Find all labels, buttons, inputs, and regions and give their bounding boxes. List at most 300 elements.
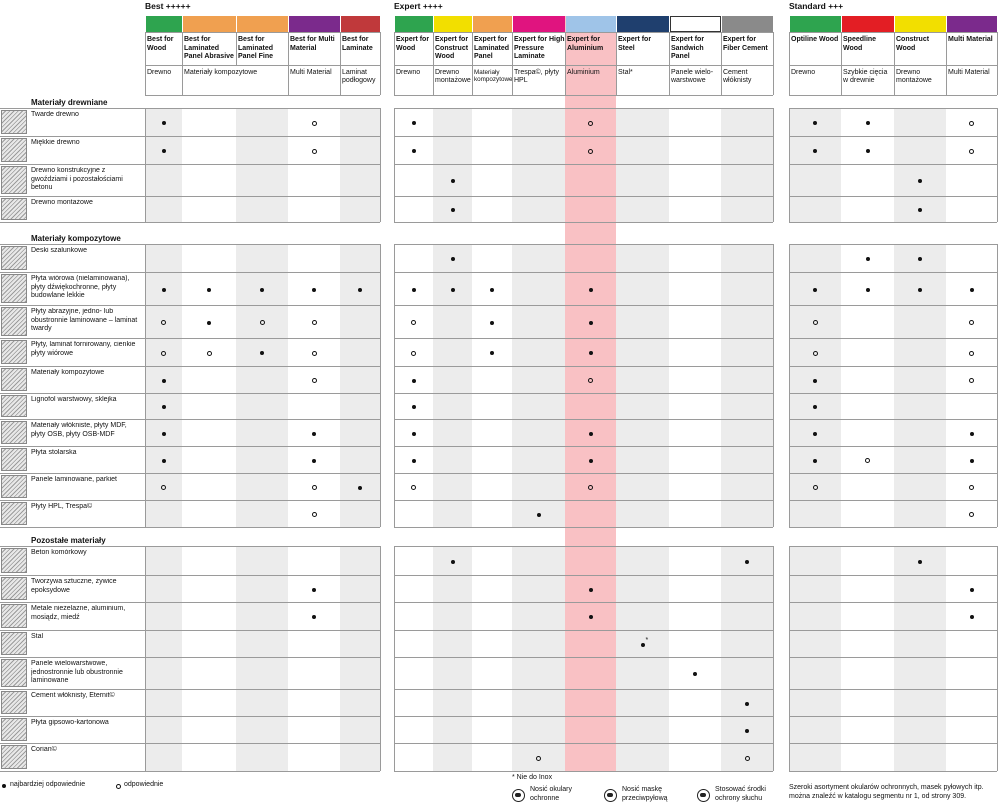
block-edge-line	[394, 108, 395, 222]
most-suitable-mark	[447, 253, 459, 265]
row-line	[0, 527, 380, 528]
most-suitable-mark	[966, 455, 978, 467]
material-sample-icon	[1, 577, 27, 600]
row-line	[789, 575, 997, 576]
most-suitable-mark	[966, 611, 978, 623]
suitable-mark	[966, 317, 978, 329]
section-title: Materiały kompozytowe	[31, 234, 121, 243]
header-grid-line	[433, 32, 434, 65]
column-header: Best for Laminated Panel Abrasive	[184, 36, 234, 61]
legend-full-dot	[2, 784, 6, 788]
header-grid-line	[145, 95, 380, 96]
header-grid-line	[841, 32, 842, 65]
goggles-icon	[512, 789, 525, 802]
column-header: Expert for Aluminium	[567, 36, 604, 52]
material-sample-icon	[1, 548, 27, 573]
header-grid-line	[565, 65, 566, 95]
column-color-bar	[790, 16, 841, 32]
row-label: Płyta wiórowa (nielaminowana), płyty dźwiękochronne, płyty budowlane lekkie	[31, 275, 130, 300]
row-label: Materiały włókniste, płyty MDF, płyty OSB, płyty OSB-MDF	[31, 422, 127, 438]
dust-mask-icon	[604, 789, 617, 802]
shaded-column-cell	[616, 244, 669, 527]
row-line	[789, 771, 997, 772]
column-header: Construct Wood	[896, 36, 930, 52]
header-grid-line	[145, 65, 146, 95]
row-line	[394, 393, 773, 394]
header-grid-line	[182, 32, 183, 65]
group-title-expert: Expert ++++	[394, 1, 443, 11]
row-line	[789, 305, 997, 306]
header-grid-line	[841, 65, 842, 95]
material-sample-icon	[1, 340, 27, 364]
material-sample-icon	[1, 110, 27, 134]
row-line	[789, 196, 997, 197]
suitable-mark	[308, 117, 320, 129]
legend-full-label: najbardziej odpowiednie	[10, 781, 86, 788]
row-line	[789, 446, 997, 447]
row-line	[394, 657, 773, 658]
row-line	[394, 136, 773, 137]
suitable-mark	[585, 145, 597, 157]
material-sample-icon	[1, 274, 27, 303]
most-suitable-mark	[354, 284, 366, 296]
footnote: * Nie do Inox	[512, 774, 553, 781]
most-suitable-mark	[408, 117, 420, 129]
row-label: Metale nieżelazne, aluminium, mosiądz, miedź	[31, 605, 126, 621]
material-sample-icon	[1, 632, 27, 655]
column-color-bar	[947, 16, 997, 32]
most-suitable-mark	[741, 725, 753, 737]
column-header: Expert for Laminated Panel	[474, 36, 510, 61]
row-line	[0, 743, 380, 744]
most-suitable-mark	[256, 284, 268, 296]
header-grid-line	[789, 32, 790, 65]
header-grid-line	[773, 32, 774, 95]
suitable-mark	[809, 347, 821, 359]
material-sample-icon	[1, 198, 27, 220]
column-color-bar	[146, 16, 182, 32]
column-header: Expert for High Pressure Laminate	[514, 36, 565, 61]
most-suitable-mark	[809, 145, 821, 157]
column-material: Aluminium	[567, 69, 600, 76]
row-label: Miękkie drewno	[31, 139, 80, 146]
row-label: Corian©	[31, 746, 57, 753]
most-suitable-mark	[203, 317, 215, 329]
row-label: Płyta stolarska	[31, 449, 77, 456]
column-color-bar	[670, 16, 721, 32]
row-line	[789, 473, 997, 474]
block-edge-line	[145, 546, 146, 771]
most-suitable-mark	[809, 455, 821, 467]
row-label: Materiały kompozytowe	[31, 369, 105, 376]
row-line	[394, 527, 773, 528]
section-title: Pozostałe materiały	[31, 536, 106, 545]
most-suitable-mark	[914, 175, 926, 187]
header-grid-line	[288, 65, 289, 95]
most-suitable-mark	[585, 455, 597, 467]
column-header: Expert for Construct Wood	[435, 36, 469, 61]
row-line	[394, 716, 773, 717]
header-grid-line	[721, 32, 722, 65]
suitable-mark	[308, 375, 320, 387]
row-line	[0, 366, 380, 367]
most-suitable-mark	[809, 401, 821, 413]
block-edge-line	[380, 546, 381, 771]
row-label: Panele laminowane, parkiet	[31, 476, 117, 483]
most-suitable-mark	[408, 284, 420, 296]
most-suitable-mark	[308, 611, 320, 623]
column-material: Drewno	[396, 69, 421, 76]
column-color-bar	[237, 16, 288, 32]
row-line	[0, 136, 380, 137]
header-grid-line	[145, 32, 146, 65]
most-suitable-mark	[585, 317, 597, 329]
most-suitable-mark	[256, 347, 268, 359]
header-grid-line	[472, 65, 473, 95]
most-suitable-mark	[158, 375, 170, 387]
shaded-column-cell	[433, 546, 472, 771]
row-line	[394, 164, 773, 165]
shaded-column-cell	[340, 546, 380, 771]
row-line	[789, 527, 997, 528]
row-line	[394, 602, 773, 603]
row-line	[789, 272, 997, 273]
most-suitable-mark	[914, 204, 926, 216]
header-grid-line	[288, 32, 289, 65]
row-label: Twarde drewno	[31, 111, 79, 118]
column-header: Best for Multi Material	[290, 36, 335, 52]
suitable-mark	[308, 317, 320, 329]
material-sample-icon	[1, 475, 27, 498]
shaded-column-cell	[340, 108, 380, 222]
row-label: Cement włóknisty, Eternit©	[31, 692, 115, 699]
header-grid-line	[236, 32, 237, 65]
column-color-bar	[513, 16, 565, 32]
column-header: Speedline Wood	[843, 36, 877, 52]
row-line	[394, 338, 773, 339]
column-color-bar	[566, 16, 616, 32]
row-line	[789, 546, 997, 547]
suitable-mark	[408, 347, 420, 359]
column-color-bar	[341, 16, 380, 32]
most-suitable-mark	[486, 284, 498, 296]
most-suitable-mark	[308, 428, 320, 440]
header-grid-line	[894, 32, 895, 65]
block-edge-line	[997, 108, 998, 222]
column-header: Expert for Steel	[618, 36, 652, 52]
row-line	[0, 473, 380, 474]
header-grid-line	[182, 65, 183, 95]
shaded-column-cell	[721, 108, 773, 222]
header-grid-line	[394, 32, 773, 33]
row-label: Drewno konstrukcyjne z gwoździami i pozostałościami betonu	[31, 167, 123, 192]
most-suitable-mark	[689, 668, 701, 680]
material-sample-icon	[1, 166, 27, 194]
column-header: Best for Wood	[147, 36, 174, 52]
section-title: Materiały drewniane	[31, 98, 108, 107]
row-line	[394, 305, 773, 306]
row-line	[789, 602, 997, 603]
header-grid-line	[669, 32, 670, 65]
row-line	[0, 108, 380, 109]
row-line	[394, 500, 773, 501]
row-line	[394, 743, 773, 744]
most-suitable-mark	[809, 117, 821, 129]
material-sample-icon	[1, 718, 27, 741]
column-header: Optiline Wood	[791, 36, 839, 43]
header-grid-line	[512, 32, 513, 65]
most-suitable-mark	[862, 253, 874, 265]
row-line	[789, 630, 997, 631]
header-grid-line	[512, 65, 513, 95]
suitable-mark	[308, 482, 320, 494]
suitable-mark	[533, 752, 545, 764]
header-grid-line	[340, 65, 341, 95]
most-suitable-mark	[809, 428, 821, 440]
row-line	[394, 222, 773, 223]
column-header: Expert for Fiber Cement	[723, 36, 768, 52]
column-color-bar	[289, 16, 340, 32]
header-grid-line	[565, 32, 566, 65]
row-line	[394, 446, 773, 447]
column-material: Trespa©, płyty HPL	[514, 69, 559, 85]
row-label: Beton komórkowy	[31, 549, 87, 556]
most-suitable-mark	[354, 482, 366, 494]
most-suitable-mark	[308, 584, 320, 596]
suitable-mark	[585, 482, 597, 494]
row-line	[789, 743, 997, 744]
most-suitable-mark	[408, 455, 420, 467]
row-line	[0, 602, 380, 603]
block-edge-line	[773, 244, 774, 527]
most-suitable-mark	[862, 284, 874, 296]
most-suitable-mark	[966, 428, 978, 440]
suitable-mark	[809, 317, 821, 329]
group-title-standard: Standard +++	[789, 1, 844, 11]
suitable-mark	[203, 347, 215, 359]
row-label: Panele wielowarstwowe, jednostronnie lub obustronnie laminowane	[31, 660, 123, 685]
column-color-bar	[722, 16, 773, 32]
material-sample-icon	[1, 395, 27, 417]
row-line	[789, 222, 997, 223]
row-label: Stal	[31, 633, 44, 640]
suitable-mark	[158, 317, 170, 329]
most-suitable-mark	[741, 698, 753, 710]
header-grid-line	[789, 65, 997, 66]
suitable-mark	[741, 752, 753, 764]
block-edge-line	[394, 546, 395, 771]
suitable-mark	[308, 145, 320, 157]
suitable-mark	[966, 117, 978, 129]
header-grid-line	[721, 65, 722, 95]
header-grid-line	[789, 65, 790, 95]
suitable-mark	[585, 117, 597, 129]
row-line	[394, 546, 773, 547]
most-suitable-mark	[585, 347, 597, 359]
column-material: Szybkie cięcia w drewnie	[843, 69, 888, 85]
suitable-mark	[308, 509, 320, 521]
shaded-column-cell	[236, 108, 288, 222]
suitable-mark	[408, 482, 420, 494]
row-line	[0, 272, 380, 273]
row-label: Płyty abrazyjne, jedno- lub obustronnie laminowane – laminat twardy	[31, 308, 138, 333]
most-suitable-mark	[158, 455, 170, 467]
most-suitable-mark	[585, 428, 597, 440]
row-label: Lignofol warstwowy, sklejka	[31, 396, 117, 403]
material-sample-icon	[1, 604, 27, 628]
most-suitable-mark	[447, 556, 459, 568]
column-material: Panele wielo- warstwowe	[671, 69, 714, 85]
row-line	[789, 338, 997, 339]
row-line	[394, 366, 773, 367]
suitable-mark	[966, 482, 978, 494]
row-line	[394, 630, 773, 631]
column-color-bar	[434, 16, 472, 32]
ear-protection-icon	[697, 789, 710, 802]
row-line	[394, 771, 773, 772]
row-line	[394, 419, 773, 420]
header-grid-line	[946, 32, 947, 65]
header-grid-line	[946, 65, 947, 95]
suitable-mark	[966, 145, 978, 157]
block-edge-line	[380, 108, 381, 222]
suitable-mark	[256, 317, 268, 329]
row-line	[394, 575, 773, 576]
row-line	[0, 244, 380, 245]
row-line	[789, 108, 997, 109]
header-grid-line	[669, 65, 670, 95]
row-line	[0, 196, 380, 197]
header-grid-line	[394, 65, 773, 66]
shaded-column-cell	[721, 546, 773, 771]
suitable-mark	[158, 482, 170, 494]
most-suitable-mark	[914, 253, 926, 265]
column-header: Best for Laminate	[342, 36, 373, 52]
most-suitable-mark	[447, 284, 459, 296]
row-line	[789, 716, 997, 717]
row-line	[0, 338, 380, 339]
column-material: Drewno	[147, 69, 172, 76]
most-suitable-mark	[408, 401, 420, 413]
column-material: Drewno	[791, 69, 816, 76]
row-line	[789, 136, 997, 137]
header-grid-line	[394, 95, 773, 96]
row-line	[394, 108, 773, 109]
most-suitable-mark: *	[637, 639, 649, 651]
row-line	[0, 164, 380, 165]
group-title-best: Best +++++	[145, 1, 191, 11]
block-edge-line	[789, 244, 790, 527]
shaded-column-cell	[512, 546, 565, 771]
header-grid-line	[380, 32, 381, 95]
row-line	[394, 272, 773, 273]
side-note: Szeroki asortyment okularów ochronnych, masek pyłowych itp. można znaleźć w katalogu segmentu nr 1, od strony 309.	[789, 784, 984, 800]
material-sample-icon	[1, 448, 27, 471]
block-edge-line	[997, 244, 998, 527]
most-suitable-mark	[809, 375, 821, 387]
most-suitable-mark	[486, 317, 498, 329]
row-line	[0, 771, 380, 772]
suitable-mark	[809, 482, 821, 494]
header-grid-line	[433, 65, 434, 95]
most-suitable-mark	[914, 284, 926, 296]
most-suitable-mark	[447, 204, 459, 216]
most-suitable-mark	[862, 145, 874, 157]
block-edge-line	[145, 244, 146, 527]
shaded-column-cell	[721, 244, 773, 527]
row-label: Drewno montażowe	[31, 199, 93, 206]
header-grid-line	[394, 65, 395, 95]
block-edge-line	[773, 108, 774, 222]
column-material: Drewno montażowe	[435, 69, 471, 85]
shaded-column-cell	[894, 546, 946, 771]
suitable-mark	[966, 509, 978, 521]
row-label: Płyty HPL, Trespa©	[31, 503, 93, 510]
row-line	[0, 393, 380, 394]
safety-mask-text: Nosić maskę przeciwpyłową	[622, 786, 668, 802]
row-line	[0, 716, 380, 717]
shaded-column-cell	[236, 546, 288, 771]
column-material: Stal*	[618, 69, 633, 76]
row-line	[394, 473, 773, 474]
most-suitable-mark	[447, 175, 459, 187]
row-line	[0, 500, 380, 501]
row-line	[789, 419, 997, 420]
material-sample-icon	[1, 307, 27, 336]
header-grid-line	[894, 65, 895, 95]
column-header: Expert for Wood	[396, 36, 430, 52]
column-color-bar	[473, 16, 512, 32]
header-grid-line	[394, 32, 395, 65]
column-material: Cement włóknisty	[723, 69, 752, 85]
column-material: Multi Material	[290, 69, 332, 76]
row-line	[0, 630, 380, 631]
header-grid-line	[789, 32, 997, 33]
most-suitable-mark	[408, 375, 420, 387]
header-grid-line	[472, 32, 473, 65]
row-line	[789, 689, 997, 690]
row-line	[0, 419, 380, 420]
most-suitable-mark	[486, 347, 498, 359]
block-edge-line	[789, 546, 790, 771]
row-label: Deski szalunkowe	[31, 247, 88, 254]
row-label: Płyta gipsowo-kartonowa	[31, 719, 109, 726]
row-line	[0, 546, 380, 547]
row-line	[394, 196, 773, 197]
suitable-mark	[966, 375, 978, 387]
row-label: Płyty, laminat fornirowany, cienkie płyty wiórowe	[31, 341, 136, 357]
row-line	[789, 657, 997, 658]
safety-goggles-text: Nosić okulary ochronne	[530, 786, 573, 802]
block-edge-line	[789, 108, 790, 222]
column-color-bar	[895, 16, 946, 32]
shaded-column-cell	[145, 546, 182, 771]
header-grid-line	[616, 32, 617, 65]
material-sample-icon	[1, 138, 27, 162]
row-line	[394, 689, 773, 690]
legend-empty-label: odpowiednie	[124, 781, 164, 788]
most-suitable-mark	[966, 584, 978, 596]
most-suitable-mark	[585, 284, 597, 296]
most-suitable-mark	[966, 284, 978, 296]
suitable-mark	[158, 347, 170, 359]
suitable-mark	[862, 455, 874, 467]
material-sample-icon	[1, 691, 27, 714]
suitable-mark	[585, 375, 597, 387]
most-suitable-mark	[585, 584, 597, 596]
most-suitable-mark	[158, 284, 170, 296]
column-material: Materiały kompozytowe	[184, 69, 258, 76]
